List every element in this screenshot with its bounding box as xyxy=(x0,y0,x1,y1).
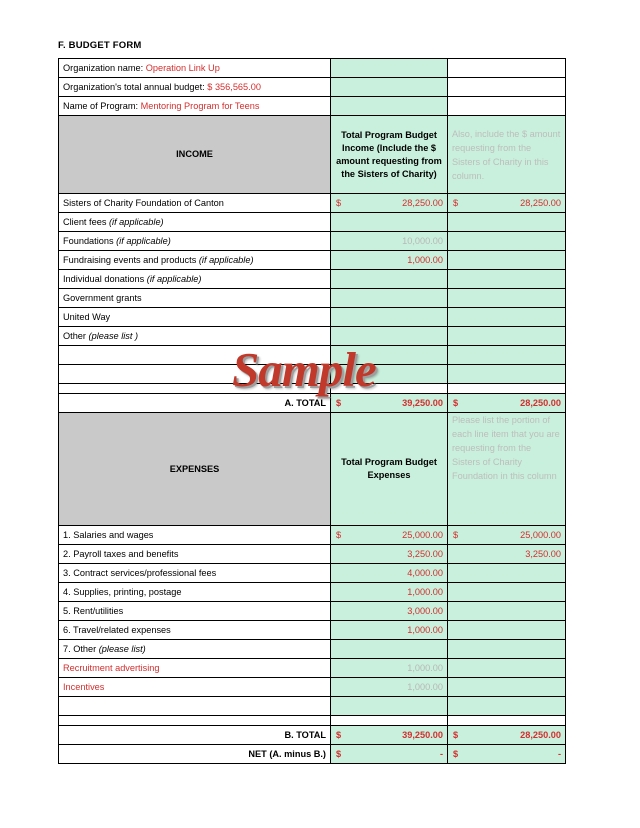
expense-row-label-note: (please list) xyxy=(98,644,146,654)
expense-row-label xyxy=(59,621,331,640)
org-name-value[interactable]: Operation Link Up xyxy=(145,63,220,73)
expense-row-label xyxy=(59,564,331,583)
spacer-cell-2 xyxy=(331,384,448,394)
expense-row-amount-total[interactable] xyxy=(331,697,448,716)
income-row-amount-request[interactable] xyxy=(448,346,566,365)
table-row xyxy=(59,327,566,346)
table-row xyxy=(59,621,566,640)
spacer-row-2 xyxy=(59,716,566,726)
expenses-header-row xyxy=(59,413,566,526)
expense-row-label-text[interactable]: Incentives xyxy=(63,682,105,692)
income-row-label xyxy=(59,251,331,270)
table-row xyxy=(59,251,566,270)
org-name-cell xyxy=(59,59,331,78)
expense-row-label-text[interactable]: Recruitment advertising xyxy=(63,663,160,673)
table-row-total-budget xyxy=(59,78,566,97)
table-row xyxy=(59,545,566,564)
income-row-amount-request[interactable] xyxy=(448,365,566,384)
program-name-cell xyxy=(59,97,331,116)
net-request: $ - xyxy=(448,745,566,764)
spacer-cell-1 xyxy=(59,384,331,394)
expense-row-amount-request[interactable] xyxy=(448,697,566,716)
income-row-amount-request[interactable] xyxy=(448,270,566,289)
income-row-amount-total[interactable] xyxy=(331,365,448,384)
net-amount: $ - xyxy=(331,745,448,764)
income-total-label: A. TOTAL xyxy=(59,394,331,413)
expense-row-amount-request[interactable] xyxy=(448,640,566,659)
table-row xyxy=(59,289,566,308)
expense-row-amount-total[interactable]: $ 25,000.00 xyxy=(331,526,448,545)
income-total-request: $ 28,250.00 xyxy=(448,394,566,413)
table-row xyxy=(59,564,566,583)
income-row-label-text: United Way xyxy=(63,312,111,322)
income-header-col3: Also, include the $ amount requesting from the Sisters of Charity in this column. xyxy=(448,116,566,194)
total-budget-fill-1 xyxy=(331,78,448,97)
income-row-amount-request[interactable] xyxy=(448,289,566,308)
total-budget-fill-2 xyxy=(448,78,566,97)
income-row-label xyxy=(59,194,331,213)
expense-row-amount-total[interactable]: 1,000.00 xyxy=(331,678,448,697)
expense-row-label xyxy=(59,602,331,621)
income-row-amount-request[interactable] xyxy=(448,251,566,270)
table-row xyxy=(59,308,566,327)
expense-row-label xyxy=(59,697,331,716)
page-title: F. BUDGET FORM xyxy=(58,40,142,51)
expense-row-label-text: 6. Travel/related expenses xyxy=(63,625,171,635)
table-row xyxy=(59,232,566,251)
income-row-label-note: (if applicable) xyxy=(108,217,164,227)
sample-watermark: Sample xyxy=(232,342,376,397)
table-row xyxy=(59,678,566,697)
spacer-cell-3 xyxy=(448,384,566,394)
table-row xyxy=(59,583,566,602)
expense-row-amount-total[interactable] xyxy=(331,640,448,659)
income-row-label-text: Client fees xyxy=(63,217,109,227)
expense-row-amount-total[interactable]: 1,000.00 xyxy=(331,659,448,678)
income-row-label xyxy=(59,308,331,327)
table-row xyxy=(59,194,566,213)
income-row-amount-total[interactable] xyxy=(331,270,448,289)
table-row xyxy=(59,213,566,232)
expense-row-amount-request[interactable] xyxy=(448,564,566,583)
income-row-label xyxy=(59,232,331,251)
program-name-fill-2 xyxy=(448,97,566,116)
income-row-amount-request[interactable]: $ 28,250.00 xyxy=(448,194,566,213)
org-name-fill-2 xyxy=(448,59,566,78)
income-row-label xyxy=(59,365,331,384)
table-row xyxy=(59,346,566,365)
income-row-amount-total[interactable] xyxy=(331,346,448,365)
expense-row-label xyxy=(59,659,331,678)
expense-total-label: B. TOTAL xyxy=(59,726,331,745)
expense-row-amount-request[interactable] xyxy=(448,602,566,621)
income-row-label-note: (please list ) xyxy=(88,331,139,341)
spacer-row xyxy=(59,384,566,394)
expense-row-amount-total[interactable]: 3,250.00 xyxy=(331,545,448,564)
income-row-label-text: Government grants xyxy=(63,293,142,303)
income-total-amount: $ 39,250.00 xyxy=(331,394,448,413)
expense-row-label-text: 1. Salaries and wages xyxy=(63,530,154,540)
income-row-amount-total[interactable] xyxy=(331,213,448,232)
income-row-label-text: Other xyxy=(63,331,89,341)
program-name-value[interactable]: Mentoring Program for Teens xyxy=(140,101,260,111)
expense-row-label-text: 5. Rent/utilities xyxy=(63,606,124,616)
income-row-amount-total[interactable]: 10,000.00 xyxy=(331,232,448,251)
income-row-label xyxy=(59,327,331,346)
expense-total-row xyxy=(59,726,566,745)
expense-row-label-text: 4. Supplies, printing, postage xyxy=(63,587,182,597)
expense-row-amount-total[interactable]: 3,000.00 xyxy=(331,602,448,621)
expense-row-amount-total[interactable]: 1,000.00 xyxy=(331,621,448,640)
income-row-label xyxy=(59,289,331,308)
total-budget-value[interactable]: $ 356,565.00 xyxy=(207,82,261,92)
income-row-amount-request[interactable] xyxy=(448,327,566,346)
net-label: NET (A. minus B.) xyxy=(59,745,331,764)
expense-row-amount-request[interactable] xyxy=(448,678,566,697)
expenses-header-label: EXPENSES xyxy=(59,413,331,526)
expense-row-label xyxy=(59,526,331,545)
expense-row-label-text: 7. Other xyxy=(63,644,99,654)
expense-row-label xyxy=(59,640,331,659)
program-name-fill-1 xyxy=(331,97,448,116)
expense-row-label xyxy=(59,678,331,697)
income-header-label: INCOME xyxy=(59,116,331,194)
expense-row-amount-total[interactable]: 1,000.00 xyxy=(331,583,448,602)
expense-row-amount-request[interactable] xyxy=(448,659,566,678)
expense-row-amount-request[interactable]: 3,250.00 xyxy=(448,545,566,564)
income-row-label-text: Fundraising events and products xyxy=(63,255,199,265)
expense-row-amount-total[interactable]: 4,000.00 xyxy=(331,564,448,583)
income-row-amount-total[interactable]: 1,000.00 xyxy=(331,251,448,270)
expense-total-request: $ 28,250.00 xyxy=(448,726,566,745)
table-row xyxy=(59,659,566,678)
program-name-label: Name of Program: xyxy=(63,101,139,111)
org-name-fill-1 xyxy=(331,59,448,78)
table-row xyxy=(59,365,566,384)
income-row-label xyxy=(59,270,331,289)
income-row-amount-total[interactable] xyxy=(331,327,448,346)
income-row-amount-total[interactable]: $ 28,250.00 xyxy=(331,194,448,213)
income-row-label xyxy=(59,213,331,232)
expense-row-amount-request[interactable] xyxy=(448,621,566,640)
income-row-label-text: Sisters of Charity Foundation of Canton xyxy=(63,198,224,208)
spacer2-cell-2 xyxy=(331,716,448,726)
income-row-amount-request[interactable] xyxy=(448,232,566,251)
table-row xyxy=(59,270,566,289)
table-row-org-name xyxy=(59,59,566,78)
spacer2-cell-1 xyxy=(59,716,331,726)
income-row-amount-total[interactable] xyxy=(331,308,448,327)
expenses-header-col3: Please list the portion of each line item that you are requesting from the Sisters of Charity Foundation in this column xyxy=(448,413,566,526)
income-header-col2: Total Program Budget Income (Include the $ amount requesting from the Sisters of Charity) xyxy=(331,116,448,194)
table-row xyxy=(59,526,566,545)
expense-row-label xyxy=(59,583,331,602)
expense-row-label-text: 2. Payroll taxes and benefits xyxy=(63,549,179,559)
income-row-label-text: Foundations xyxy=(63,236,117,246)
income-row-label-note: (if applicable) xyxy=(116,236,171,246)
expenses-header-col2: Total Program Budget Expenses xyxy=(331,413,448,526)
org-name-label: Organization name: xyxy=(63,63,144,73)
table-row-program-name xyxy=(59,97,566,116)
income-row-label-note: (if applicable) xyxy=(198,255,254,265)
income-row-label xyxy=(59,346,331,365)
budget-table xyxy=(58,58,566,764)
table-row xyxy=(59,697,566,716)
table-row xyxy=(59,640,566,659)
expense-row-amount-request[interactable]: $ 25,000.00 xyxy=(448,526,566,545)
income-row-label-note: (if applicable) xyxy=(146,274,202,284)
income-row-amount-request[interactable] xyxy=(448,308,566,327)
income-row-amount-total[interactable] xyxy=(331,289,448,308)
income-total-row xyxy=(59,394,566,413)
income-header-row xyxy=(59,116,566,194)
expense-row-label-text: 3. Contract services/professional fees xyxy=(63,568,217,578)
income-row-label-text: Individual donations xyxy=(63,274,147,284)
total-budget-label: Organization's total annual budget: xyxy=(63,82,205,92)
income-row-amount-request[interactable] xyxy=(448,213,566,232)
expense-row-label xyxy=(59,545,331,564)
table-row xyxy=(59,602,566,621)
net-row xyxy=(59,745,566,764)
expense-row-amount-request[interactable] xyxy=(448,583,566,602)
total-budget-cell xyxy=(59,78,331,97)
spacer2-cell-3 xyxy=(448,716,566,726)
expense-total-amount: $ 39,250.00 xyxy=(331,726,448,745)
